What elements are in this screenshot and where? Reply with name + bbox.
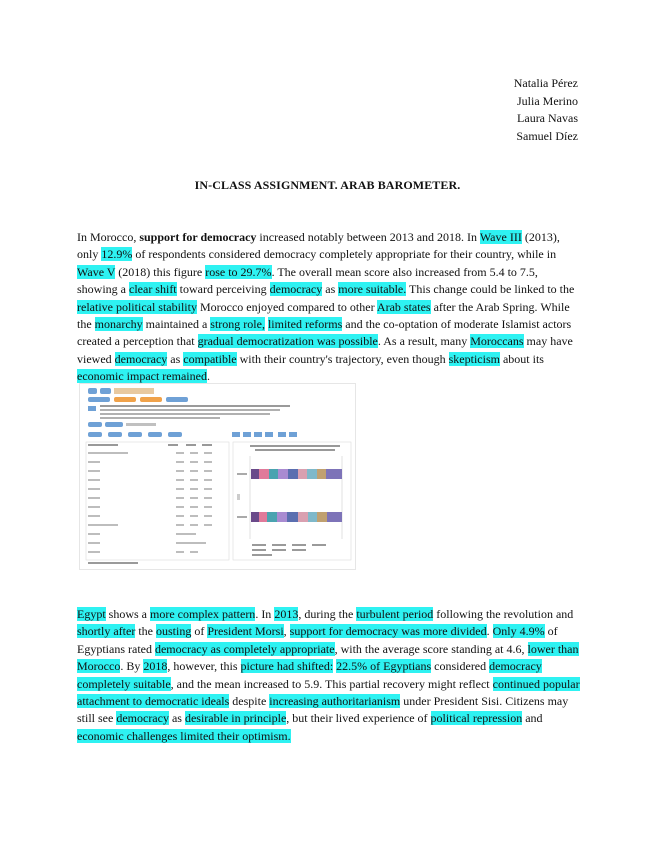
highlighted-phrase: Egypt [77,607,106,621]
highlighted-phrase: democracy completely suitable [77,659,542,691]
highlighted-phrase: lower than Morocco [77,641,579,674]
embedded-analysis-screenshot [79,383,356,570]
highlighted-phrase: Wave V [77,264,116,279]
highlighted-phrase: more suitable. [338,282,407,297]
highlighted-phrase: economic impact remained [77,369,207,384]
text-run: , however, this [167,659,241,674]
highlighted-phrase: skepticism [448,351,500,366]
highlighted-phrase: democracy [269,282,323,297]
text-run: as [322,282,339,297]
text-run: the [135,624,156,639]
document-title: IN-CLASS ASSIGNMENT. ARAB BAROMETER. [194,178,461,192]
text-run: . The overall mean score also increased from 5.4 to 7.5, showing a [77,264,538,297]
text-run: . In [255,607,275,621]
highlighted-phrase: clear shift [129,282,177,297]
highlighted-phrase: turbulent period [356,607,434,621]
text-run: This change could be linked to the [406,282,575,297]
highlighted-phrase: Arab states [376,299,431,314]
paragraph-egypt [77,606,580,745]
text-run: of Egyptians rated [77,624,558,656]
text-run: considered [431,659,490,674]
text-run: , during the [298,607,357,621]
text-run: , but their lived experience of [286,711,431,726]
highlighted-phrase: increasing authoritarianism [269,694,401,709]
text-run: and [522,711,543,726]
paragraph-morocco [77,229,580,386]
text-run: following the revolution and [433,607,574,621]
highlighted-phrase: Wave III [479,230,522,244]
highlighted-phrase: ousting [155,624,192,639]
text-run: maintained a [142,317,211,332]
text-run: of respondents considered democracy completely appropriate for their country, while in [132,247,557,262]
highlighted-phrase: gradual democratization was possible [197,334,378,349]
text-run: . As a result, many [377,334,471,349]
highlighted-phrase: 22.5% of Egyptians [336,659,432,674]
text-run: as [167,351,184,366]
highlighted-phrase: picture had shifted: [240,659,334,674]
highlighted-phrase: limited reforms [267,317,343,332]
text-run: (2018) this figure [115,264,206,279]
author-name: Natalia Pérez [513,76,578,90]
text-run: of [191,624,208,639]
text-run: In Morocco, [77,230,140,244]
text-run: despite [229,694,270,709]
text-run: , and the mean increased to 5.9. This partial recovery might reflect [170,676,493,691]
text-run: increased notably between 2013 and 2018. In [256,230,480,244]
text-run: about its [499,351,544,366]
text-run: may have viewed [77,334,573,366]
highlighted-phrase: compatible [183,351,237,366]
text-run: after the Arab Spring. While the [77,299,570,332]
highlighted-phrase: political repression [430,711,523,726]
highlighted-phrase: support for democracy was more divided [289,624,487,639]
highlighted-phrase: 2018 [143,659,168,674]
text-run: and the co-optation of moderate Islamist actors created a perception that [77,317,572,349]
highlighted-phrase: President Morsi [207,624,284,639]
author-list [514,75,578,145]
text-run: . By [120,659,144,674]
author-name: Samuel Díez [516,128,578,143]
screenshot-image [80,384,355,569]
text-run: Morocco enjoyed compared to other [196,299,377,314]
text-run: under President Sisi. Citizens may still see [77,694,569,726]
highlighted-phrase: democracy [114,351,168,366]
text-run: (2013), only [77,230,560,262]
highlighted-phrase: democracy [116,711,169,726]
highlighted-phrase: monarchy [94,317,143,332]
text-run: , with the average score standing at 4.6, [334,641,528,656]
text-run: , [283,624,290,639]
highlighted-phrase: 2013 [274,607,299,621]
highlighted-phrase: strong role, [210,317,265,332]
highlighted-phrase: Only 4.9% [492,624,545,639]
highlighted-phrase: desirable in principle [184,711,287,726]
highlighted-phrase: Moroccans [470,334,524,349]
text-run: with their country's trajectory, even though [236,351,449,366]
bold-phrase: support for democracy [139,230,257,244]
author-name: Julia Merino [517,93,578,108]
text-run: . [206,369,210,384]
text-run: shows a [105,607,151,621]
text-run: toward perceiving [176,282,270,297]
text-run: as [168,711,185,726]
text-run: . [486,624,493,639]
author-name: Laura Navas [517,111,578,125]
highlighted-phrase: democracy as completely appropriate [154,641,335,656]
highlighted-phrase: shortly after [77,624,136,639]
highlighted-phrase: more complex pattern [150,607,256,621]
highlighted-phrase: continued popular attachment to democratic ideals [77,676,580,709]
highlighted-phrase: rose to 29.7% [205,264,272,279]
highlighted-phrase: 12.9% [101,247,133,262]
highlighted-phrase: relative political stability [77,299,197,314]
highlighted-phrase: economic challenges limited their optimism. [77,728,291,743]
